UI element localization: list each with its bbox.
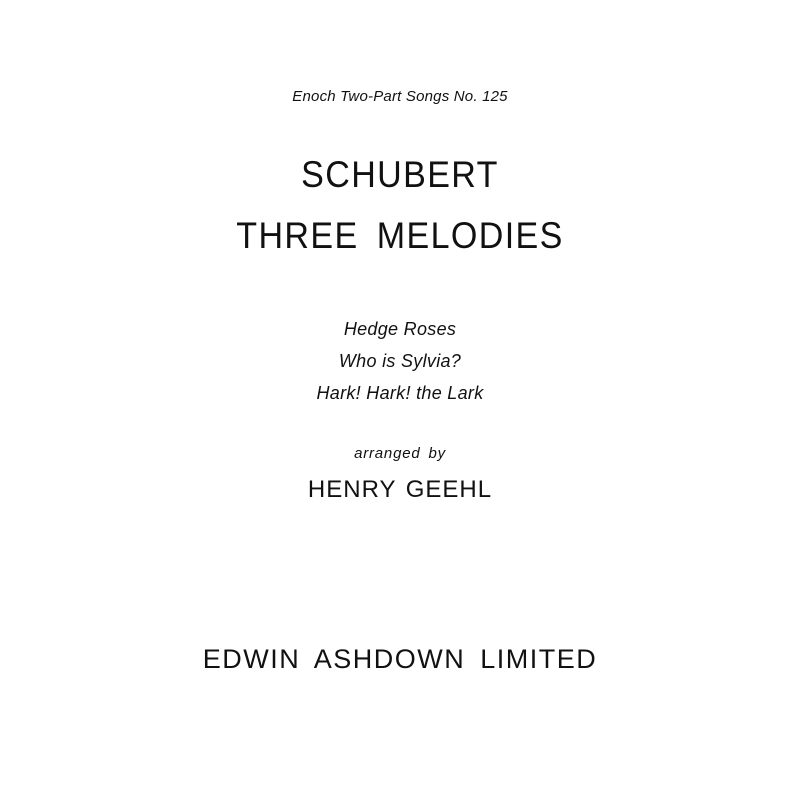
song-title-who-is-sylvia: Who is Sylvia? (338, 351, 462, 371)
song-title-hedge-roses: Hedge Roses (343, 319, 457, 339)
song-title-hark-the-lark: Hark! Hark! the Lark (316, 383, 484, 403)
composer-name: SCHUBERT (301, 154, 499, 195)
arranger-name: HENRY GEEHL (307, 476, 493, 503)
work-title: THREE MELODIES (236, 215, 564, 256)
arranged-by-label: arranged by (354, 445, 446, 462)
publisher-name: EDWIN ASHDOWN LIMITED (202, 644, 598, 674)
series-label: Enoch Two-Part Songs No. 125 (292, 88, 508, 105)
song-list (0, 313, 800, 409)
